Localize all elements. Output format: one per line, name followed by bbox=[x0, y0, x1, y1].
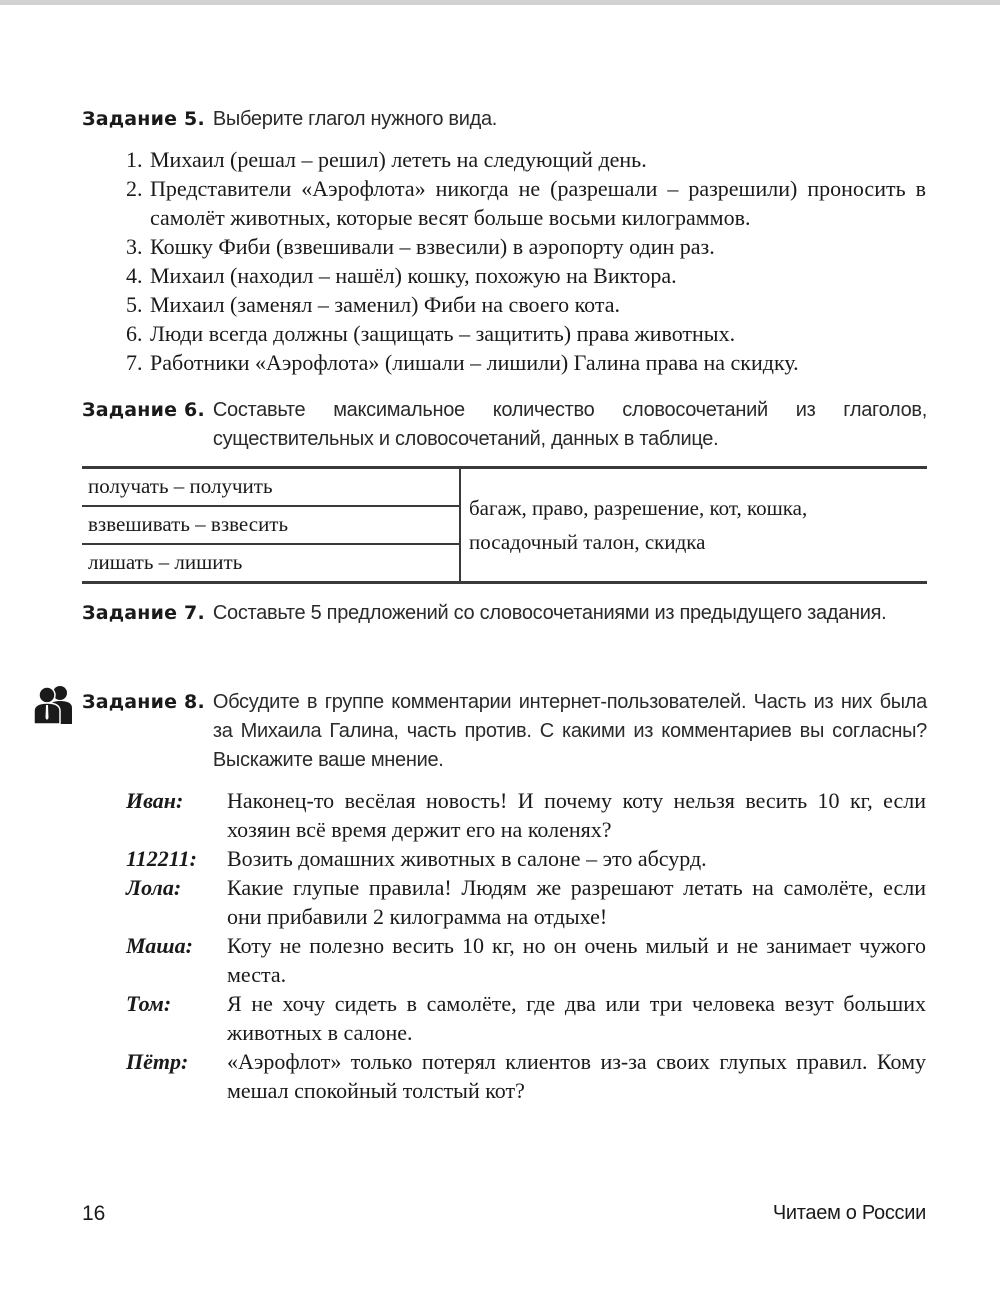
task-5-exercise-list bbox=[126, 145, 926, 377]
comment-item bbox=[126, 989, 926, 1047]
table-row bbox=[82, 468, 927, 507]
task-7-heading bbox=[82, 599, 927, 628]
exercise-number: 1. bbox=[126, 147, 143, 172]
comment-author: Пётр: bbox=[126, 1049, 189, 1074]
exercise-number: 5. bbox=[126, 292, 143, 317]
comment-text: «Аэрофлот» только потерял клиентов из-за своих глупых правил. Кому мешал спокойный толстый кот? bbox=[227, 1049, 926, 1103]
word-combination-table bbox=[82, 466, 927, 584]
task-5-instruction: Выберите глагол нужного вида. bbox=[212, 108, 498, 130]
exercise-number: 4. bbox=[126, 263, 143, 288]
exercise-number: 3. bbox=[126, 234, 143, 259]
task-6-heading bbox=[82, 396, 927, 454]
exercise-item bbox=[126, 174, 926, 232]
exercise-text: Представители «Аэрофлота» никогда не (разрешали – разрешили) проносить в самолёт животных, которые весят больше восьми килограммов. bbox=[150, 176, 926, 230]
exercise-item bbox=[126, 232, 926, 261]
task-7-label: Задание 7. bbox=[82, 602, 205, 624]
comment-author: Маша: bbox=[126, 933, 193, 958]
comment-item bbox=[126, 1047, 926, 1105]
exercise-item bbox=[126, 319, 926, 348]
task-6 bbox=[82, 396, 927, 454]
task-5 bbox=[82, 105, 927, 134]
book-title: Читаем о России bbox=[772, 1202, 926, 1224]
user-comments-list bbox=[126, 786, 926, 1105]
exercise-item bbox=[126, 290, 926, 319]
task-5-heading bbox=[82, 105, 927, 134]
task-8-instruction: Обсудите в группе комментарии интернет-пользователей. Часть из них была за Михаила Галина, часть против. С какими из комментариев вы согласны? Выскажите ваше мнение. bbox=[212, 691, 927, 771]
exercise-item bbox=[126, 348, 926, 377]
exercise-number: 6. bbox=[126, 321, 143, 346]
nouns-cell: багаж, право, разрешение, кот, кошка, посадочный талон, скидка bbox=[469, 495, 808, 554]
exercise-text: Кошку Фиби (взвешивали – взвесили) в аэропорту один раз. bbox=[150, 234, 715, 259]
comment-text: Коту не полезно весить 10 кг, но он очень милый и не занимает чужого места. bbox=[227, 933, 926, 987]
task-8-label: Задание 8. bbox=[82, 691, 205, 713]
task-6-label: Задание 6. bbox=[82, 399, 205, 421]
comment-item bbox=[126, 786, 926, 844]
exercise-number: 2. bbox=[126, 176, 143, 201]
exercise-text: Михаил (заменял – заменил) Фиби на своего кота. bbox=[150, 292, 620, 317]
task-7 bbox=[82, 599, 927, 628]
verb-pair-cell: лишать – лишить bbox=[82, 544, 460, 583]
task-7-instruction: Составьте 5 предложений со словосочетаниями из предыдущего задания. bbox=[212, 602, 887, 624]
verb-pair-cell: получать – получить bbox=[82, 468, 460, 507]
comment-text: Я не хочу сидеть в самолёте, где два или три человека везут больших животных в салоне. bbox=[227, 991, 926, 1045]
comment-item bbox=[126, 931, 926, 989]
comment-author: Иван: bbox=[126, 788, 184, 813]
verb-pair-cell: взвешивать – взвесить bbox=[82, 506, 460, 544]
exercise-item bbox=[126, 145, 926, 174]
task-8-heading bbox=[82, 688, 927, 775]
exercise-number: 7. bbox=[126, 350, 143, 375]
comment-text: Возить домашних животных в салоне – это абсурд. bbox=[227, 846, 707, 871]
comment-item bbox=[126, 844, 926, 873]
exercise-text: Люди всегда должны (защищать – защитить) права животных. bbox=[150, 321, 736, 346]
task-5-label: Задание 5. bbox=[82, 108, 205, 130]
task-6-instruction: Составьте максимальное количество словосочетаний из глаголов, существительных и словосочетаний, данных в таблице. bbox=[212, 399, 927, 450]
task-8 bbox=[82, 688, 927, 775]
exercise-text: Михаил (находил – нашёл) кошку, похожую на Виктора. bbox=[150, 263, 677, 288]
comment-author: Лола: bbox=[126, 875, 182, 900]
comment-author: Том: bbox=[126, 991, 172, 1016]
comment-text: Наконец-то весёлая новость! И почему коту нельзя весить 10 кг, если хозяин всё время держит его на коленях? bbox=[227, 788, 926, 842]
exercise-text: Михаил (решал – решил) лететь на следующий день. bbox=[150, 147, 647, 172]
exercise-text: Работники «Аэрофлота» (лишали – лишили) Галина права на скидку. bbox=[150, 350, 799, 375]
page-number: 16 bbox=[82, 1202, 106, 1225]
comment-text: Какие глупые правила! Людям же разрешают летать на самолёте, если они прибавили 2 килограмма на отдыхе! bbox=[227, 875, 926, 929]
exercise-item bbox=[126, 261, 926, 290]
group-discussion-icon bbox=[32, 684, 78, 724]
comment-item bbox=[126, 873, 926, 931]
comment-author: 112211: bbox=[126, 846, 197, 871]
